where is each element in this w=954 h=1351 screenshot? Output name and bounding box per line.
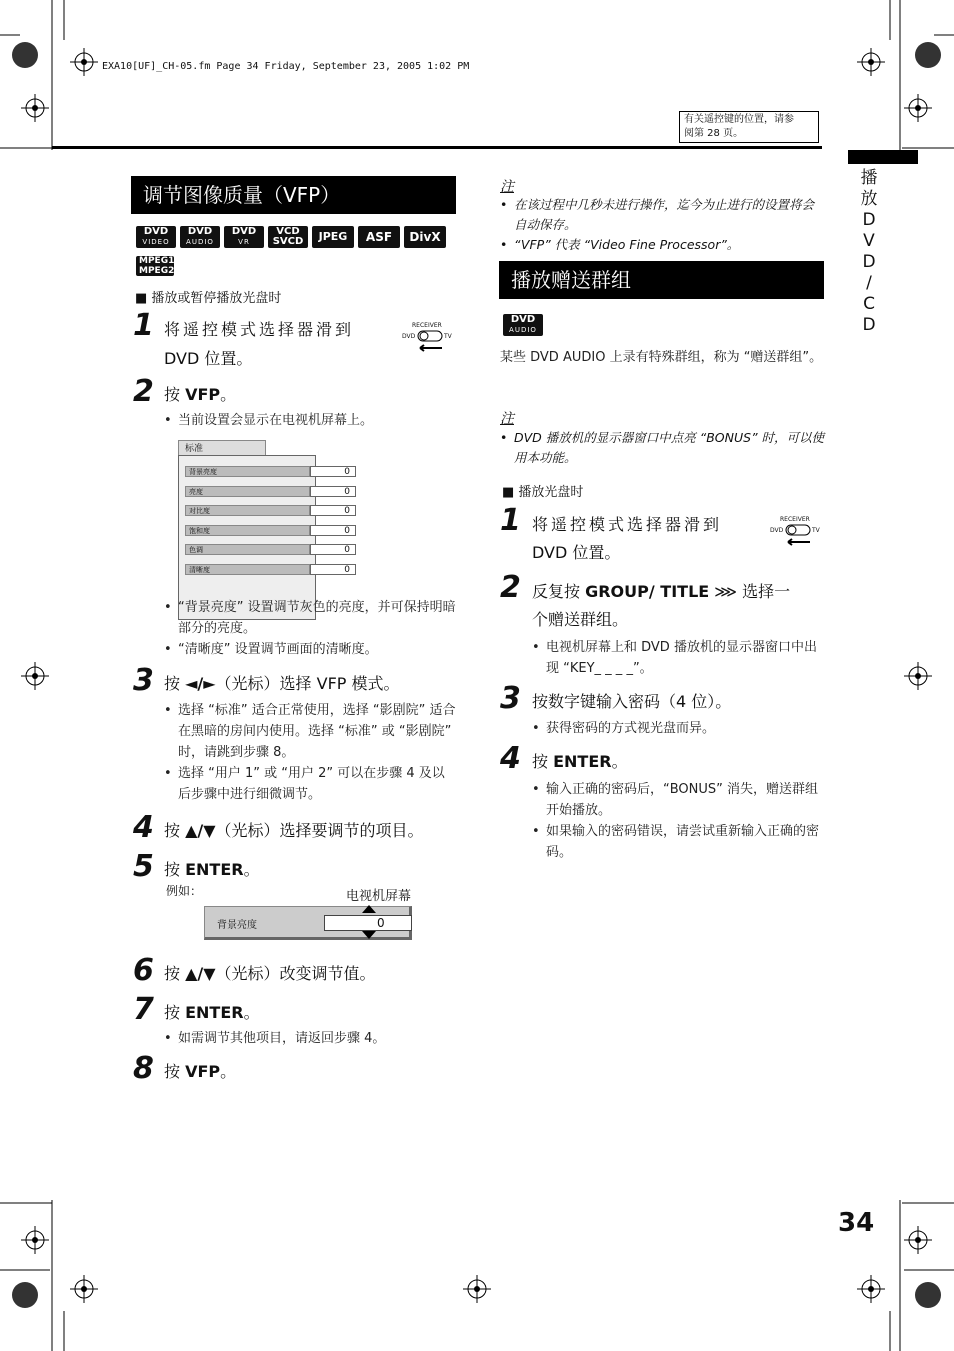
t: 按 — [164, 821, 186, 840]
switch-tv-label: TV — [444, 333, 452, 340]
bullet: • 当前设置会显示在电视机屏幕上。 — [164, 410, 454, 431]
bullet: • 获得密码的方式视光盘而异。 — [532, 718, 824, 739]
t: 。 — [243, 860, 260, 879]
t: 按 — [164, 964, 186, 983]
step-number: 4 — [500, 741, 521, 776]
tv-screen-label: 电视机屏幕 — [346, 889, 412, 904]
note-heading: 注 — [500, 179, 514, 195]
remote-reference-box — [679, 111, 819, 143]
t: 。 — [611, 752, 628, 771]
switch-receiver-label: RECEIVER — [780, 516, 810, 523]
t: 按 — [164, 674, 186, 693]
example-row-value: 0 — [324, 915, 412, 931]
section-title-vfp: 调节图像质量（VFP） — [131, 176, 456, 214]
key-up-down: ▲/▼ — [185, 821, 216, 840]
key-up-down: ▲/▼ — [185, 964, 216, 983]
osd-row-label: 背景亮度 — [185, 466, 310, 477]
key-enter: ENTER — [185, 860, 244, 879]
bullet-list — [532, 718, 824, 739]
step-number: 3 — [500, 681, 521, 716]
t: （光标）选择 VFP 模式。 — [215, 674, 400, 693]
key-vfp: VFP — [185, 1062, 221, 1081]
side-char: D — [862, 252, 876, 272]
step-text — [164, 960, 376, 988]
note-heading: 注 — [500, 411, 514, 427]
bullet: • “清晰度” 设置调节画面的清晰度。 — [164, 639, 456, 660]
t: （光标）选择要调节的项目。 — [215, 821, 424, 840]
step-text — [164, 381, 236, 409]
step-text — [164, 1058, 236, 1086]
switch-receiver-label: RECEIVER — [412, 322, 442, 329]
step-text: DVD 位置。 — [164, 349, 253, 368]
bullet: • 如需调节其他项目，请返回步骤 4。 — [164, 1028, 454, 1049]
bullet-list — [164, 410, 454, 431]
osd-row-value: 0 — [310, 525, 356, 536]
osd-row-label: 清晰度 — [185, 564, 310, 575]
step-text — [164, 670, 400, 698]
step-text: DVD 位置。 — [532, 543, 621, 562]
note-item: • 在该过程中几秒未进行操作，迄今为止进行的设置将会自动保存。 — [500, 195, 825, 235]
bullet-list — [164, 700, 456, 805]
disc-badges — [136, 226, 446, 248]
bullet-list — [164, 1028, 454, 1049]
key-vfp: VFP — [185, 385, 221, 404]
step-text: 按数字键输入密码（4 位）。 — [532, 692, 732, 711]
badge-dvd-audio: DVD AUDIO — [180, 226, 220, 248]
step-number: 2 — [133, 374, 154, 409]
osd-row-value: 0 — [310, 486, 356, 497]
t: 按 — [532, 752, 554, 771]
section-title-bonus: 播放赠送群组 — [499, 261, 824, 299]
osd-row-label: 饱和度 — [185, 525, 310, 536]
step-text — [164, 817, 424, 845]
osd-row-value: 0 — [310, 466, 356, 477]
osd-tab: 标准 — [178, 440, 266, 456]
osd-row-label: 对比度 — [185, 505, 310, 516]
step-text: 将遥控模式选择器滑到 — [532, 515, 723, 534]
step-number: 1 — [500, 503, 521, 538]
key-left-right: ◄/► — [185, 674, 216, 693]
bullet-list — [532, 637, 824, 679]
osd-row-label: 色调 — [185, 544, 310, 555]
file-header-line: EXA10[UF]_CH-05.fm Page 34 Friday, September 23, 2005 1:02 PM — [102, 61, 470, 72]
badge-divx: DivX — [404, 226, 446, 248]
switch-tv-label: TV — [812, 527, 820, 534]
step-number: 3 — [133, 663, 154, 698]
t: 按 — [164, 860, 186, 879]
note-list — [500, 428, 825, 468]
section-label-playing: ■ 播放或暂停播放光盘时 — [135, 291, 282, 306]
note-item: • DVD 播放机的显示器窗口中点亮 “BONUS” 时，可以使用本功能。 — [500, 428, 825, 468]
key-group-title: GROUP/ TITLE — [585, 582, 710, 601]
badge-asf: ASF — [358, 226, 400, 248]
osd-row-label: 亮度 — [185, 486, 310, 497]
switch-dvd-label: DVD — [770, 527, 784, 534]
bullet-list — [532, 779, 824, 863]
bullet: • 电视机屏幕上和 DVD 播放机的显示器窗口中出现 “KEY_ _ _ _”。 — [532, 637, 824, 679]
step-text: 个赠送群组。 — [532, 610, 629, 629]
side-char: 播 — [860, 168, 878, 188]
key-enter: ENTER — [185, 1003, 244, 1022]
switch-dvd-label: DVD — [402, 333, 416, 340]
example-row-label: 背景亮度 — [217, 920, 257, 931]
t: 。 — [243, 1003, 260, 1022]
mode-switch-icon — [770, 516, 824, 548]
note-item: • “VFP” 代表 “Video Fine Processor”。 — [500, 235, 825, 255]
step-number: 4 — [133, 810, 154, 845]
example-label: 例如： — [166, 884, 203, 898]
bullet: • 选择 “用户 1” 或 “用户 2” 可以在步骤 4 及以后步骤中进行细微调节。 — [164, 763, 456, 805]
bullet: • 选择 “标准” 适合正常使用，选择 “影剧院” 适合在黑暗的房间内使用。选择 “标准” 或 “影剧院” 时，请跳到步骤 8。 — [164, 700, 456, 763]
badge-mpeg: MPEG1 MPEG2 — [136, 256, 174, 276]
bullet: • 输入正确的密码后，“BONUS” 消失，赠送群组开始播放。 — [532, 779, 824, 821]
ref-line-2: 阅第 28 页。 — [684, 128, 744, 139]
step-number: 2 — [500, 570, 521, 605]
intro-text: 某些 DVD AUDIO 上录有特殊群组，称为 “赠送群组”。 — [500, 350, 823, 365]
header-rule — [52, 146, 822, 149]
page-number: 34 — [838, 1208, 875, 1238]
up-down-arrows-icon — [360, 899, 378, 941]
bullet: • “背景亮度” 设置调节灰色的亮度，并可保持明暗部分的亮度。 — [164, 597, 456, 639]
step-text — [532, 748, 628, 776]
section-label-playing: ■ 播放光盘时 — [502, 485, 584, 500]
step-text — [532, 578, 790, 606]
bullet-list — [164, 597, 456, 660]
osd-row-value: 0 — [310, 544, 356, 555]
step-number: 6 — [133, 953, 154, 988]
step-text — [164, 999, 260, 1027]
bullet: • 如果输入的密码错误，请尝试重新输入正确的密码。 — [532, 821, 824, 863]
side-tab-bar — [848, 150, 918, 164]
t: 。 — [220, 385, 237, 404]
side-tab-label — [859, 168, 879, 336]
step-number: 5 — [133, 849, 154, 884]
example-osd — [204, 906, 412, 940]
badge-vcd-svcd: VCD SVCD — [268, 226, 308, 248]
side-char: D — [862, 315, 876, 335]
badge-dvd-audio: DVD AUDIO — [503, 314, 543, 336]
osd-row-value: 0 — [310, 505, 356, 516]
side-char: 放 — [860, 189, 878, 209]
t: 按 — [164, 1003, 186, 1022]
step-number: 7 — [133, 992, 154, 1027]
mode-switch-icon — [402, 322, 456, 354]
step-number: 1 — [133, 308, 154, 343]
side-char: / — [866, 273, 872, 293]
t: 。 — [220, 1062, 237, 1081]
step-text — [164, 856, 260, 884]
ref-line-1: 有关遥控键的位置，请参 — [684, 114, 794, 125]
t: 反复按 — [532, 582, 586, 601]
t: （光标）改变调节值。 — [215, 964, 376, 983]
vfp-osd-panel — [178, 440, 350, 620]
side-char: C — [863, 294, 875, 314]
badge-jpeg: JPEG — [312, 226, 354, 248]
t: ⋙ 选择一 — [709, 582, 791, 601]
step-number: 8 — [133, 1051, 154, 1086]
badge-dvd-vr: DVD VR — [224, 226, 264, 248]
badge-dvd-video: DVD VIDEO — [136, 226, 176, 248]
osd-row-value: 0 — [310, 564, 356, 575]
step-text: 将遥控模式选择器滑到 — [164, 320, 355, 339]
side-char: D — [862, 210, 876, 230]
t: 按 — [164, 385, 186, 404]
note-list — [500, 195, 825, 255]
side-char: V — [863, 231, 875, 251]
t: 按 — [164, 1062, 186, 1081]
key-enter: ENTER — [553, 752, 612, 771]
osd-body — [178, 455, 350, 620]
